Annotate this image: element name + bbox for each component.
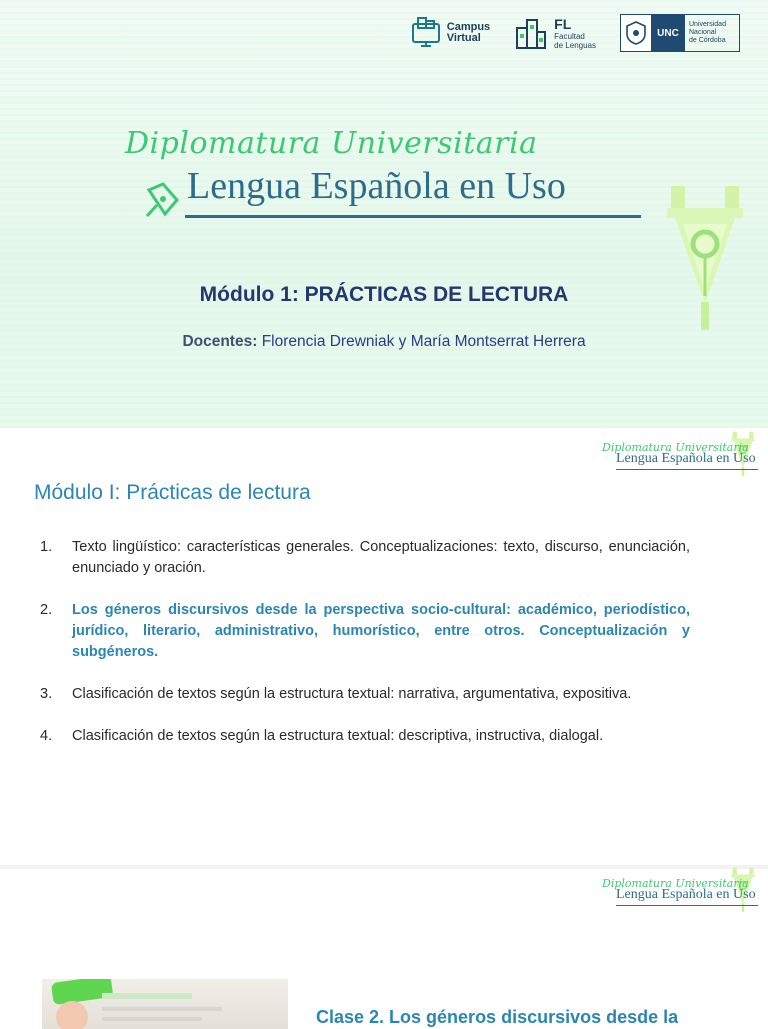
institution-logos — [411, 14, 740, 52]
cover-slide — [0, 0, 768, 428]
unc-seal-icon — [621, 15, 651, 51]
docentes-line — [0, 333, 768, 351]
docentes-names: Florencia Drewniak y María Montserrat Herrera — [261, 333, 586, 350]
item-text: Clasificación de textos según la estructura textual: descriptiva, instructiva, dialogal. — [72, 728, 604, 744]
unc-line3: de Córdoba — [689, 37, 726, 44]
diplomatura-title-block — [125, 92, 645, 232]
building-icon — [514, 16, 548, 50]
fl-abbr: FL — [554, 15, 572, 32]
unc-abbr: UNC — [651, 15, 685, 51]
pen-nib-icon — [143, 180, 183, 220]
mini-main-title: Lengua Española en Uso — [616, 451, 756, 466]
script-title: Diplomatura Universitaria — [125, 126, 538, 161]
item-text: Texto lingüístico: características generales. Conceptualizaciones: texto, discurso, enunciación, enunciado y oración. — [72, 539, 690, 576]
mini-script-title: Diplomatura Universitaria — [602, 441, 749, 454]
list-item — [40, 684, 690, 705]
mini-main-title: Lengua Española en Uso — [616, 887, 756, 902]
unc-line1: Universidad — [689, 21, 726, 28]
list-item-highlighted — [40, 600, 690, 663]
campus-line1: Campus — [446, 21, 491, 33]
highlighter-photo — [42, 979, 288, 1029]
fl-line2: de Lenguas — [554, 40, 596, 50]
mini-underline — [616, 469, 758, 470]
mini-logo — [602, 869, 762, 919]
mini-underline — [616, 905, 758, 906]
topics-list — [40, 537, 690, 768]
list-item — [40, 726, 690, 747]
item-number: 4. — [40, 728, 53, 744]
unc-line2: Nacional — [689, 29, 717, 36]
item-text: Los géneros discursivos desde la perspectiva socio-cultural: académico, periodístico, jurídico, literario, administrativo, humorístico, entre otros. Conceptualización y subgéneros. — [72, 602, 690, 660]
facultad-lenguas-logo — [514, 16, 596, 50]
pen-nib-watermark-icon — [657, 184, 753, 334]
mini-logo — [602, 433, 762, 483]
item-text: Clasificación de textos según la estructura textual: narrativa, argumentativa, expositiva. — [72, 686, 632, 702]
item-number: 3. — [40, 686, 53, 702]
module-title: Módulo 1: PRÁCTICAS DE LECTURA — [199, 283, 569, 306]
clase-title: Clase 2. Los géneros discursivos desde la — [316, 1007, 679, 1027]
campus-virtual-logo — [411, 16, 490, 50]
docentes-label: Docentes: — [182, 333, 258, 350]
clase-slide — [0, 869, 768, 1027]
campus-virtual-icon — [411, 16, 441, 50]
list-item — [40, 537, 690, 579]
item-number: 1. — [40, 539, 53, 555]
item-number: 2. — [40, 602, 53, 618]
main-title: Lengua Española en Uso — [187, 165, 566, 207]
fl-line1: Facultad — [554, 31, 585, 41]
unc-logo — [620, 14, 740, 52]
campus-line2: Virtual — [446, 32, 481, 44]
title-underline — [185, 215, 641, 218]
module-heading: Módulo I: Prácticas de lectura — [34, 481, 311, 504]
mini-script-title: Diplomatura Universitaria — [602, 877, 749, 890]
module-content-slide — [0, 433, 768, 865]
